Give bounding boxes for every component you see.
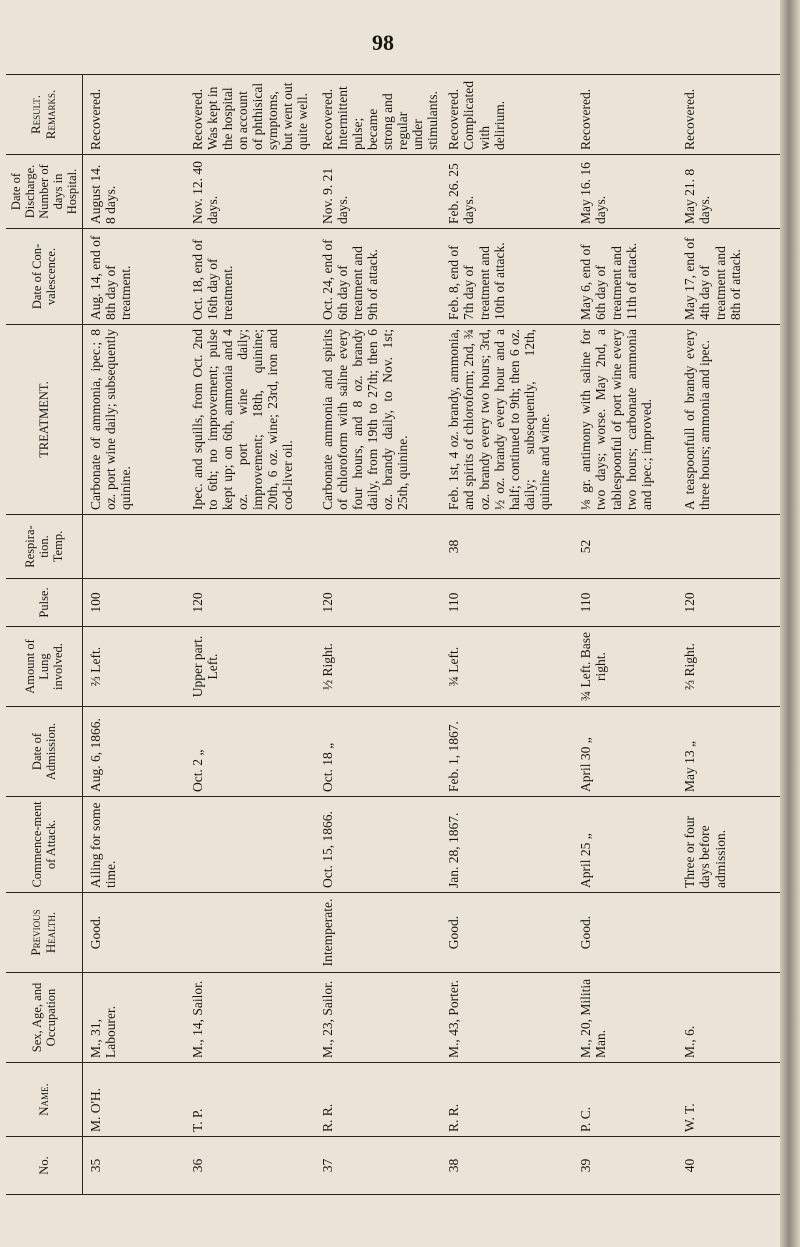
page-binding-edge (780, 0, 800, 1247)
cell-result: Recovered. Complicated with delirium. (443, 75, 575, 155)
cell-commencement: Three or four days before admission. (679, 797, 800, 893)
cell-discharge: Nov. 12. 40 days. (187, 155, 317, 229)
cell-commencement: Ailing for some time. (83, 797, 187, 893)
cell-name: T. P. (187, 1063, 317, 1137)
cell-no: 39 (575, 1137, 679, 1195)
cell-convalescence: Aug. 14, end of 8th day of treatment. (83, 229, 187, 325)
cell-no: 38 (443, 1137, 575, 1195)
cell-pulse: 100 (83, 579, 187, 627)
cell-sex-age: M., 31, Labourer. (83, 973, 187, 1063)
cell-admission: Oct. 18 „ (317, 707, 444, 797)
cell-name: P. C. (575, 1063, 679, 1137)
cell-admission: April 30 „ (575, 707, 679, 797)
cell-result: Recovered. (575, 75, 679, 155)
cell-treatment: Ipec. and squills, from Oct. 2nd to 6th; no improvement; pulse kept up; on 6th, ammonia and 4 oz. port wine daily; improvement; 18th, quinine; 20th, 6 oz. wine; 23rd, iron and cod-liver oil. (187, 325, 317, 515)
cell-lung: ½ Right. (317, 627, 444, 707)
cell-pulse: 120 (187, 579, 317, 627)
header-treatment: TREATMENT. (6, 325, 83, 515)
cell-previous-health: Good. (83, 893, 187, 973)
table-row (317, 75, 444, 1195)
cell-sex-age: M., 14, Sailor. (187, 973, 317, 1063)
header-sex-age-occupation: Sex, Age, and Occupation (6, 973, 83, 1063)
cell-discharge: May 21. 8 days. (679, 155, 800, 229)
cell-commencement: Jan. 28, 1867. (443, 797, 575, 893)
cell-admission: May 13 „ (679, 707, 800, 797)
cell-name: R. R. (317, 1063, 444, 1137)
cell-previous-health: Intemperate. (317, 893, 444, 973)
cell-result: Recovered. Intermittent pulse; became strong and regular under stimulants. (317, 75, 444, 155)
cell-lung: ¾ Left. Base right. (575, 627, 679, 707)
header-result-remarks: Result. Remarks. (6, 75, 83, 155)
case-table (6, 74, 800, 1195)
cell-resp-temp: 52 (575, 515, 679, 579)
table-row (187, 75, 317, 1195)
header-convalescence: Date of Con-valescence. (6, 229, 83, 325)
cell-previous-health (187, 893, 317, 973)
cell-convalescence: May 6, end of 6th day of treatment and 11th of attack. (575, 229, 679, 325)
cell-name: M. O'H. (83, 1063, 187, 1137)
cell-treatment: A teaspoonfull of brandy every three hours; ammonia and ipec. (679, 325, 800, 515)
header-name: Name. (6, 1063, 83, 1137)
cell-resp-temp (187, 515, 317, 579)
cell-sex-age: M., 20, Militia Man. (575, 973, 679, 1063)
page-number: 98 (372, 30, 394, 55)
cell-treatment: ⅛ gr. antimony with saline for two days; worse. May 2nd, a tablespoonful of port wine every two hours; carbonate ammonia and ipec.; improved. (575, 325, 679, 515)
cell-convalescence: Oct. 18, end of 16th day of treatment. (187, 229, 317, 325)
cell-lung: ⅔ Left. (83, 627, 187, 707)
cell-result: Recovered. (679, 75, 800, 155)
header-commencement: Commence-ment of Attack. (6, 797, 83, 893)
cell-previous-health: Good. (575, 893, 679, 973)
cell-commencement: April 25 „ (575, 797, 679, 893)
header-pulse: Pulse. (6, 579, 83, 627)
header-row (6, 75, 83, 1195)
cell-discharge: Feb. 26. 25 days. (443, 155, 575, 229)
cell-sex-age: M., 23, Sailor. (317, 973, 444, 1063)
cell-treatment: Carbonate of ammonia, ipec.; 8 oz. port wine daily; subsequently quinine. (83, 325, 187, 515)
cell-admission: Aug. 6, 1866. (83, 707, 187, 797)
table-row (443, 75, 575, 1195)
header-previous-health: Previous Health. (6, 893, 83, 973)
cell-discharge: May 16. 16 days. (575, 155, 679, 229)
cell-convalescence: Feb. 8, end of 7th day of treatment and 10th of attack. (443, 229, 575, 325)
cell-pulse: 110 (443, 579, 575, 627)
cell-resp-temp (83, 515, 187, 579)
cell-no: 36 (187, 1137, 317, 1195)
cell-treatment: Carbonate ammonia and spirits of chloroform with saline every four hours, and 8 oz. brandy daily, from 19th to 27th; then 6 oz. brandy daily, to Nov. 1st; 25th, quinine. (317, 325, 444, 515)
cell-resp-temp (317, 515, 444, 579)
header-lung-involved: Amount of Lung involved. (6, 627, 83, 707)
cell-commencement (187, 797, 317, 893)
cell-sex-age: M., 43, Porter. (443, 973, 575, 1063)
cell-name: R. R. (443, 1063, 575, 1137)
cell-admission: Oct. 2 „ (187, 707, 317, 797)
cell-name: W. T. (679, 1063, 800, 1137)
cell-no: 35 (83, 1137, 187, 1195)
cell-discharge: August 14. 8 days. (83, 155, 187, 229)
rotated-table-wrapper (6, 75, 776, 1195)
cell-commencement: Oct. 15, 1866. (317, 797, 444, 893)
cell-admission: Feb. 1, 1867. (443, 707, 575, 797)
cell-resp-temp: 38 (443, 515, 575, 579)
cell-result: Recovered. Was kept in the hospital on account of phthisical symptoms, but went out quite well. (187, 75, 317, 155)
cell-pulse: 110 (575, 579, 679, 627)
cell-discharge: Nov. 9. 21 days. (317, 155, 444, 229)
cell-lung: Upper part. Left. (187, 627, 317, 707)
cell-pulse: 120 (679, 579, 800, 627)
header-discharge: Date of Discharge. Number of days in Hospital. (6, 155, 83, 229)
header-no: No. (6, 1137, 83, 1195)
cell-previous-health: Good. (443, 893, 575, 973)
cell-lung: ¾ Left. (443, 627, 575, 707)
header-date-of-admission: Date of Admission. (6, 707, 83, 797)
table-row (83, 75, 187, 1195)
table-row (575, 75, 679, 1195)
cell-convalescence: Oct. 24, end of 6th day of treatment and 9th of attack. (317, 229, 444, 325)
cell-pulse: 120 (317, 579, 444, 627)
cell-lung: ⅔ Right. (679, 627, 800, 707)
cell-sex-age: M., 6. (679, 973, 800, 1063)
cell-result: Recovered. (83, 75, 187, 155)
cell-treatment: Feb. 1st, 4 oz. brandy, ammonia, and spirits of chloroform; 2nd, ¾ oz. brandy every two hours; 3rd, ½ oz. brandy every hour and a half; continued to 9th; then 6 oz. daily; subsequently, 12th, quinine and wine. (443, 325, 575, 515)
header-respiration-temp: Respira-tion. Temp. (6, 515, 83, 579)
cell-no: 37 (317, 1137, 444, 1195)
cell-convalescence: May 17, end of 4th day of treatment and 8th of attack. (679, 229, 800, 325)
cell-no: 40 (679, 1137, 800, 1195)
